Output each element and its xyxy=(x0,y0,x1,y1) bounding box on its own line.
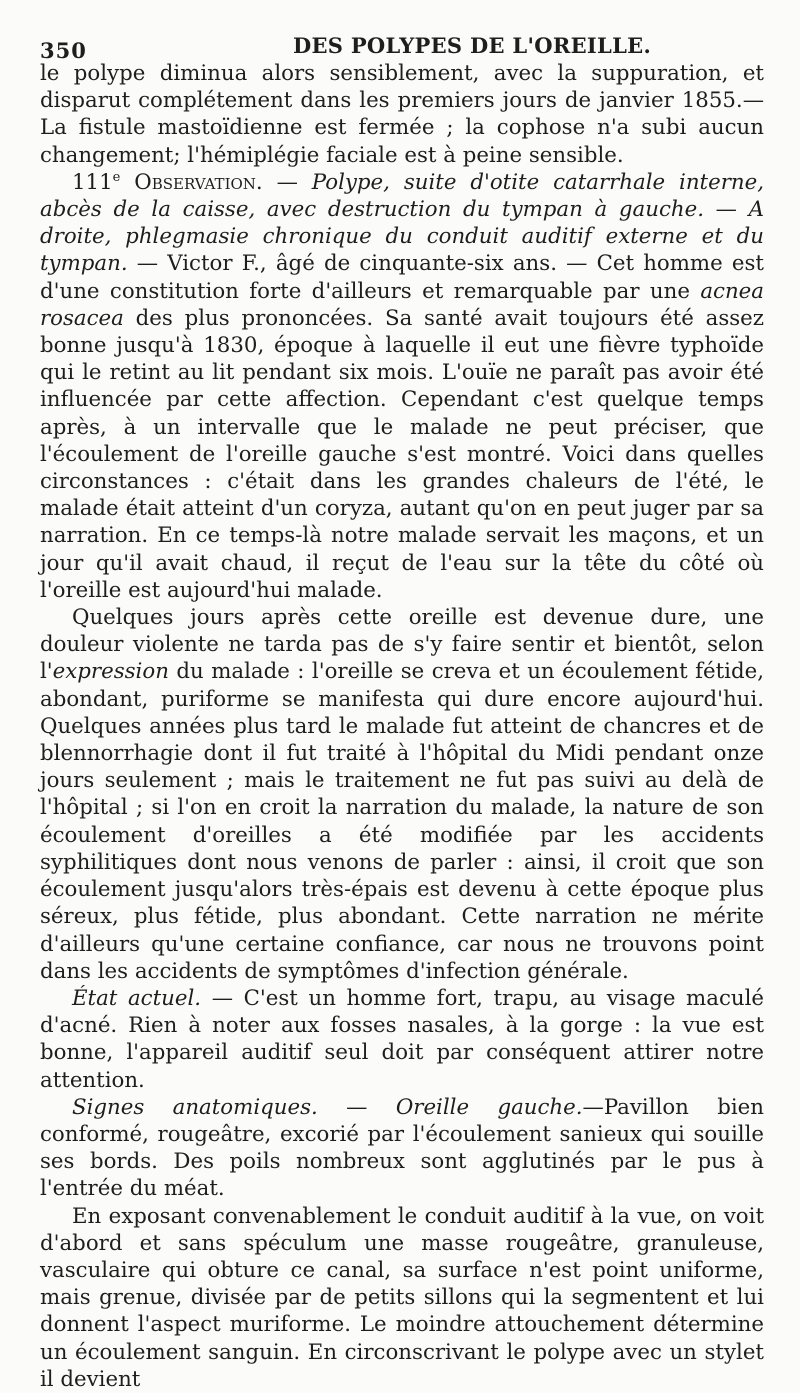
paragraph xyxy=(40,60,764,169)
paragraph-text: le polype diminua alors sensiblement, avec la suppuration, et disparut complétement dans les premiers jours de janvier 1855.—La fistule mastoïdienne est fermée ; la cophose n'a subi aucun changement; l'hémiplégie faciale est à peine sensible. xyxy=(40,61,764,168)
running-title: DES POLYPES DE L'OREILLE. xyxy=(292,33,652,58)
dash: — xyxy=(262,169,312,195)
paragraph xyxy=(40,1094,764,1203)
paragraph xyxy=(40,604,764,985)
dash: — xyxy=(317,1094,396,1120)
observation-paragraph xyxy=(40,169,764,604)
section-sublabel: Oreille gauche. xyxy=(395,1094,583,1120)
observation-number-suffix: e xyxy=(112,169,121,185)
running-head xyxy=(40,0,764,63)
paragraph-text: — C'est un homme fort, trapu, au visage maculé d'acné. Rien à noter aux fosses nasales, à la gorge : la vue est bonne, l'appareil auditif seul doit par conséquent attirer notre attention. xyxy=(40,985,765,1093)
italic-term: acnea rosacea xyxy=(40,278,764,331)
paragraph-text: du malade : l'oreille se creva et un écoulement fétide, abondant, puriforme se manifesta qui dure encore aujourd'hui. Quelques années plus tard le malade fut atteint de chancres et de blennorrhagie dont il fut traité à l'hôpital du Midi pendant onze jours seulement ; mais le traitement ne fut pas suivi au delà de l'hôpital ; si l'on en croit la narration du malade, la nature de son écoulement d'oreilles a été modifiée par les accidents syphilitiques dont nous venons de parler : ainsi, il croit que son écoulement jusqu'alors très-épais est devenu à cette époque plus séreux, plus fétide, plus abondant. Cette narration ne mérite d'ailleurs qu'une certaine confiance, car nous ne trouvons point dans les accidents de symptômes d'infection générale. xyxy=(40,659,764,984)
body-text xyxy=(40,60,764,1393)
paragraph xyxy=(40,985,764,1094)
paragraph xyxy=(40,1203,764,1393)
paragraph-text: Quelques jours après cette oreille est devenue dure, une douleur violente ne tarda pas de s'y faire sentir et bientôt, selon l' xyxy=(40,605,764,685)
observation-number: 111 xyxy=(72,169,113,195)
paragraph-text: des plus prononcées. Sa santé avait toujours été assez bonne jusqu'à 1830, époque à laquelle il eut une fièvre typhoïde qui le retint au lit pendant six mois. L'ouïe ne paraît pas avoir été influencée par cette affection. Cependant c'est quelque temps après, à un intervalle que le malade ne peut préciser, que l'écoulement de l'oreille gauche s'est montré. Voici dans quelles circonstances : c'était dans les grandes chaleurs de l'été, le malade était atteint d'un coryza, autant qu'on en peut juger par sa narration. En ce temps-là notre malade servait les maçons, et un jour qu'il avait chaud, il reçut de l'eau sur la tête du côté où l'oreille est aujourd'hui malade. xyxy=(40,305,764,603)
observation-label: Observation. xyxy=(134,169,263,195)
section-label: État actuel. xyxy=(72,985,202,1011)
paragraph-text: En exposant convenablement le conduit auditif à la vue, on voit d'abord et sans spéculum une masse rougeâtre, granuleuse, vasculaire qui obture ce canal, sa surface n'est point uniforme, mais grenue, divisée par de petits sillons qui la segmentent et lui donnent l'aspect muriforme. Le moindre attouchement détermine un écoulement sanguin. En circonscrivant le polype avec un stylet il devient xyxy=(40,1203,764,1392)
observation-title: Polype, suite d'otite catarrhale interne, abcès de la caisse, avec destruction du tympan à gauche. — A droite, phlegmasie chronique du conduit auditif externe et du tympan. xyxy=(40,169,764,277)
paragraph-text: — Victor F., âgé de cinquante-six ans. — Cet homme est d'une constitution forte d'ailleurs et remarquable par une xyxy=(40,251,764,304)
page-number: 350 xyxy=(40,38,87,63)
section-label: Signes anatomiques. xyxy=(72,1094,318,1120)
paragraph-text: —Pavillon bien conformé, rougeâtre, excorié par l'écoulement sanieux qui souille ses bords. Des poils nombreux sont agglutinés par le pus à l'entrée du méat. xyxy=(40,1094,765,1202)
italic-term: expression xyxy=(52,659,169,685)
